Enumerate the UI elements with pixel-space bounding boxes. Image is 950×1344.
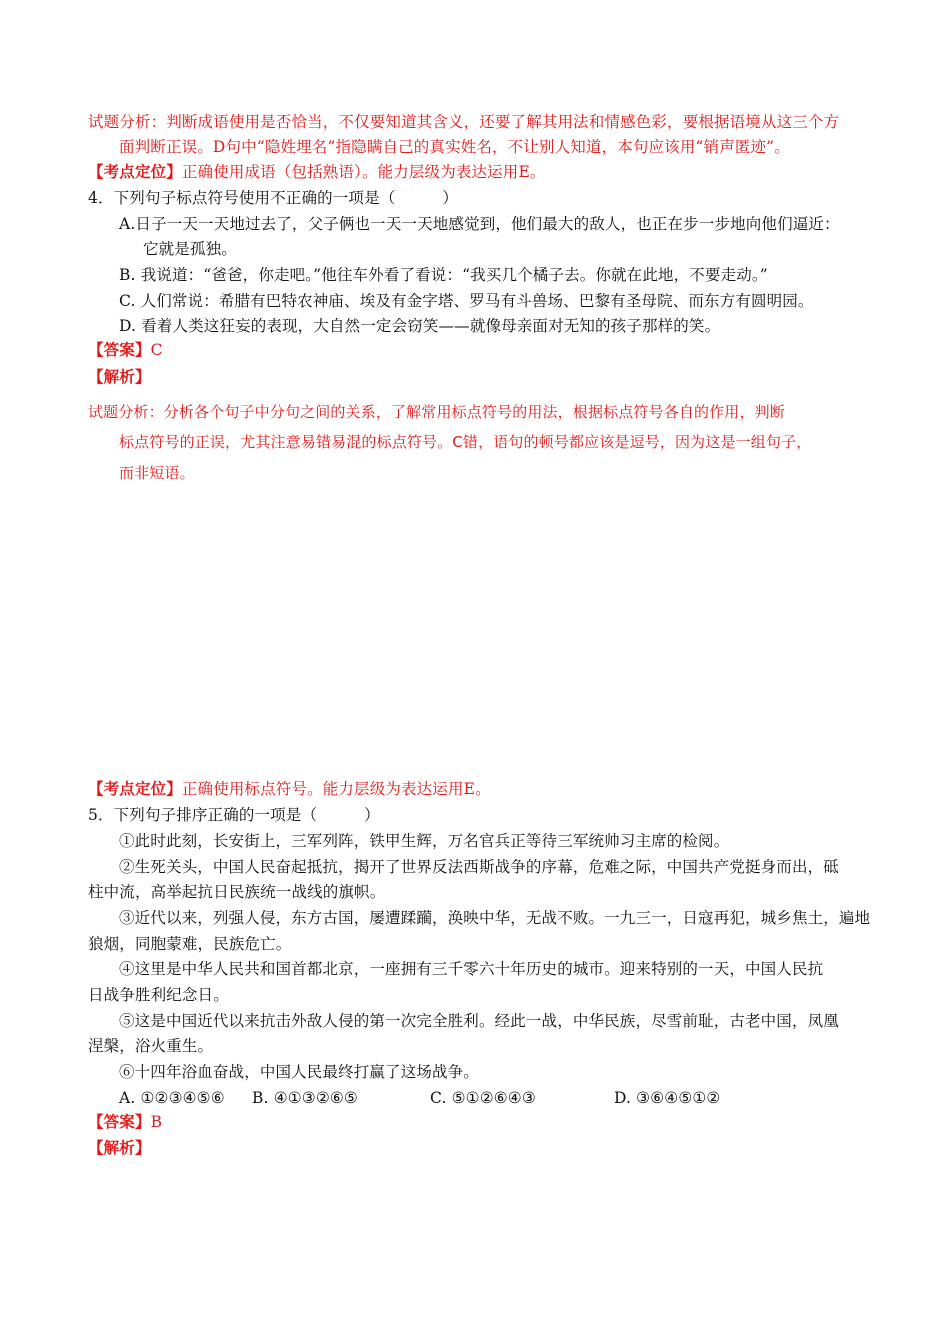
q4-answer-tag: 【答案】 — [88, 340, 151, 359]
q5-option-a: A. ①②③④⑤⑥ — [119, 1089, 225, 1107]
q4-answer-value: C — [150, 341, 163, 359]
q4-option-b: B. 我说道：“爸爸，你走吧。”他往车外看了看说：“我买几个橘子去。你就在此地，不要走动。” — [119, 266, 768, 284]
q5-answer-value: B — [150, 1113, 163, 1131]
kaodian-text: 正确使用成语（包括熟语）。能力层级为表达运用E。 — [181, 163, 546, 181]
q4-stem: 4．下列句子标点符号使用不正确的一项是（ ） — [88, 189, 458, 207]
q5-option-d: D. ③⑥④⑤①② — [614, 1089, 721, 1107]
kaodian-3 — [88, 161, 546, 183]
prev-analysis-line1: 试题分析：判断成语使用是否恰当，不仅要知道其含义，还要了解其用法和情感色彩，要根据语境从这三个方 — [88, 113, 840, 131]
q4-option-a-line1: A.日子一天一天地过去了，父子俩也一天一天地感觉到，他们最大的敌人，也正在步一步地向他们逼近： — [119, 215, 840, 233]
q5-sentence-3b: 狼烟，同胞蒙难，民族危亡。 — [88, 935, 292, 953]
q4-kaodian-text: 正确使用标点符号。能力层级为表达运用E。 — [181, 780, 491, 798]
q5-stem: 5．下列句子排序正确的一项是（ ） — [88, 806, 380, 824]
q5-answer — [88, 1111, 162, 1133]
q5-answer-tag: 【答案】 — [88, 1112, 151, 1131]
q5-jiexi-tag: 【解析】 — [88, 1138, 151, 1157]
q4-kaodian-tag: 【考点定位】 — [88, 779, 182, 798]
q5-sentence-1: ①此时此刻，长安街上，三军列阵，铁甲生辉，万名官兵正等待三军统帅习主席的检阅。 — [119, 832, 730, 850]
q5-option-c: C. ⑤①②⑥④③ — [430, 1089, 536, 1107]
q5-sentence-2a: ②生死关头，中国人民奋起抵抗，揭开了世界反法西斯战争的序幕，危难之际，中国共产党挺身而出，砥 — [119, 858, 839, 876]
q4-analysis-line3: 而非短语。 — [119, 464, 195, 482]
q4-answer — [88, 339, 163, 361]
q5-option-b: B. ④①③②⑥⑤ — [252, 1089, 358, 1107]
q4-option-a-line2: 它就是孤独。 — [143, 240, 237, 258]
q4-option-d: D. 看着人类这狂妄的表现，大自然一定会窃笑——就像母亲面对无知的孩子那样的笑。 — [119, 317, 721, 335]
q5-sentence-6: ⑥十四年浴血奋战，中国人民最终打赢了这场战争。 — [119, 1063, 479, 1081]
q5-sentence-3a: ③近代以来，列强人侵，东方古国，屡遭蹂躏，涣映中华，无战不败。一九三一，日寇再犯，城乡焦土，遍地 — [119, 909, 871, 927]
q4-analysis-line2: 标点符号的正误，尤其注意易错易混的标点符号。C错，语句的顿号都应该是逗号，因为这是一组句子， — [119, 433, 812, 451]
q5-sentence-2b: 柱中流，高举起抗日民族统一战线的旗帜。 — [88, 883, 386, 901]
q5-sentence-4b: 日战争胜利纪念日。 — [88, 986, 229, 1004]
prev-analysis-line2: 面判断正误。D句中“隐姓埋名”指隐瞒自己的真实姓名，不让别人知道，本句应该用“销声匿迹”。 — [119, 138, 790, 156]
q4-jiexi-tag: 【解析】 — [88, 367, 151, 386]
q5-sentence-5a: ⑤这是中国近代以来抗击外敌人侵的第一次完全胜利。经此一战，中华民族，尽雪前耻，古老中国，凤凰 — [119, 1012, 839, 1030]
q5-sentence-4a: ④这里是中华人民共和国首都北京，一座拥有三千零六十年历史的城市。迎来特别的一天，中国人民抗 — [119, 960, 824, 978]
q4-analysis-line1: 试题分析：分析各个句子中分句之间的关系，了解常用标点符号的用法，根据标点符号各自的作用，判断 — [88, 403, 785, 421]
q4-kaodian — [88, 778, 491, 800]
q5-sentence-5b: 涅槃，浴火重生。 — [88, 1037, 214, 1055]
kaodian-tag: 【考点定位】 — [88, 162, 182, 181]
q4-option-c: C. 人们常说：希腊有巴特农神庙、埃及有金字塔、罗马有斗兽场、巴黎有圣母院、而东方有圆明园。 — [119, 292, 814, 310]
